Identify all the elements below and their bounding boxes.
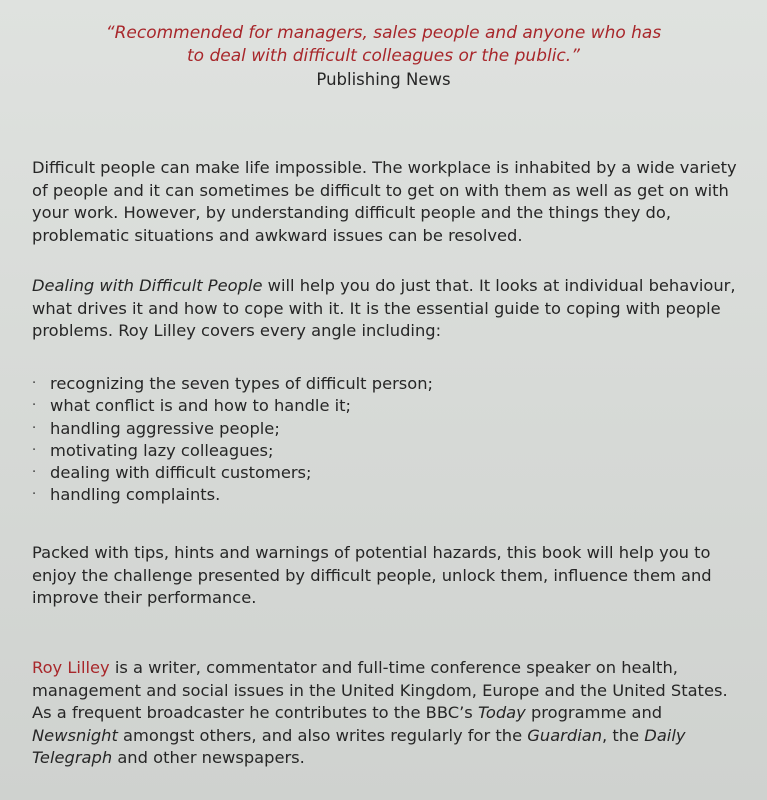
list-item [30,395,730,417]
topics-list [30,373,730,507]
closing-paragraph: Packed with tips, hints and warnings of potential hazards, this book will help you to enjoy the challenge presented by difficult people, unlock them, influence them and improve their performance. [32,543,712,607]
book-title: Dealing with Difficult People [32,276,263,295]
newspaper-guardian: Guardian [527,725,603,745]
bullet-dot-icon: · [32,465,37,481]
programme-today: Today [477,703,526,722]
bullet-dot-icon: · [32,420,37,436]
programme-newsnight: Newsnight [32,725,118,745]
bullet-dot-icon: · [32,442,37,458]
quote-source: Publishing News [316,70,451,89]
bio-text-3: amongst others, and also writes regularly for the [117,725,528,745]
quote-line-2: to deal with difficult colleagues or the public.” [187,46,580,66]
list-item [30,484,730,506]
intro-paragraph: Difficult people can make life impossible. The workplace is inhabited by a wide variety of people and it can sometimes be difficult to get on with them as well as get on with your work. However, by understanding difficult people and the things they do, problematic situations and awkward issues can be resolved. [32,158,737,245]
newspaper-telegraph: Daily Telegraph [32,725,686,767]
bio-text-5: and other newspapers. [112,748,305,767]
bio-text-1: is a writer, commentator and full-time conference speaker on health, management and social issues in the United Kingdom, Europe and the United States. As a frequent broadcaster he contributes to the BBC’s [32,658,728,722]
quote-line-1: “Recommended for managers, sales people and anyone who has [105,23,662,43]
bullet-dot-icon: · [32,376,37,391]
list-item-text: what conflict is and how to handle it; [50,396,352,416]
list-item [30,440,730,462]
author-bio [32,657,747,770]
list-item-text: motivating lazy colleagues; [50,440,274,460]
bullet-dot-icon: · [32,487,37,503]
bio-text-2: programme and [525,703,663,722]
description-text: will help you do just that. It looks at individual behaviour, what drives it and how to cope with it. It is the essential guide to coping with people problems. Roy Lilley covers every angle including: [32,276,736,340]
list-item-text: handling aggressive people; [50,418,280,438]
list-item-text: handling complaints. [50,485,221,505]
list-item [30,462,730,484]
list-item [30,418,730,440]
bullet-dot-icon: · [32,398,37,414]
review-quote [0,22,767,91]
list-item [30,373,730,395]
description-paragraph [32,275,747,343]
list-item-text: recognizing the seven types of difficult person; [50,374,434,393]
bio-text-4: , the [602,725,645,745]
list-item-text: dealing with difficult customers; [50,463,312,483]
author-name: Roy Lilley [32,658,110,677]
